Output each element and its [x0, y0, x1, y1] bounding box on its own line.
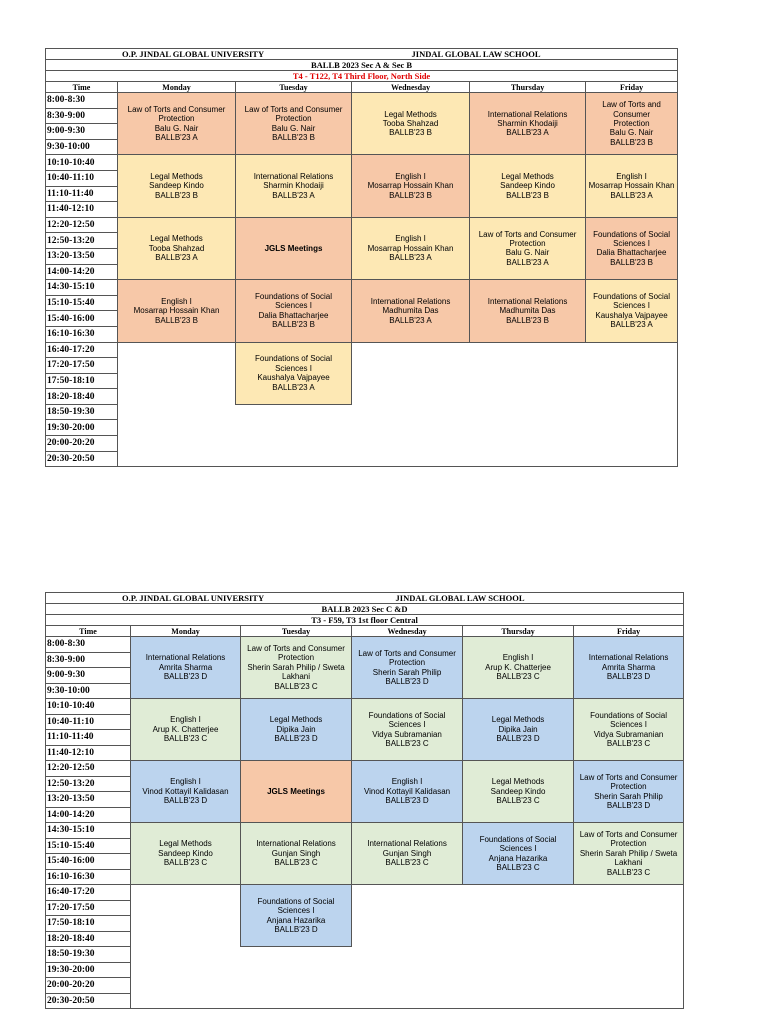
time-slot: 17:50-18:10 [46, 373, 118, 389]
school-name: JINDAL GLOBAL LAW SCHOOL [352, 49, 678, 60]
col-monday: Monday [118, 82, 236, 93]
col-friday: Friday [574, 626, 684, 637]
col-thursday: Thursday [463, 626, 574, 637]
empty-cell [241, 978, 352, 994]
time-slot: 8:00-8:30 [46, 93, 118, 109]
timetable-sec-c-d [45, 592, 684, 1009]
time-slot: 11:40-12:10 [46, 745, 131, 761]
time-slot: 13:20-13:50 [46, 248, 118, 264]
class-cell: International Relations Gunjan Singh BALLB'23 C [241, 823, 352, 885]
empty-cell [236, 451, 352, 467]
time-slot: 18:20-18:40 [46, 389, 118, 405]
time-slot: 11:40-12:10 [46, 202, 118, 218]
class-cell: Legal Methods Sandeep Kindo BALLB'23 C [463, 761, 574, 823]
class-cell: Law of Torts and Consumer Protection Sherin Sarah Philip / Sweta Lakhani BALLB'23 C [241, 637, 352, 699]
empty-cell [241, 947, 352, 963]
empty-cell [236, 404, 352, 420]
class-cell: Foundations of Social Sciences I Kaushalya Vajpayee BALLB'23 A [236, 342, 352, 404]
time-slot: 17:50-18:10 [46, 916, 131, 932]
time-slot: 18:50-19:30 [46, 404, 118, 420]
time-slot: 19:30-20:00 [46, 420, 118, 436]
time-slot: 15:40-16:00 [46, 311, 118, 327]
class-cell: Law of Torts and Consumer Protection Sherin Sarah Philip / Sweta Lakhani BALLB'23 C [574, 823, 684, 885]
time-slot: 9:00-9:30 [46, 668, 131, 684]
time-slot: 12:50-13:20 [46, 233, 118, 249]
class-cell: English I Arup K. Chatterjee BALLB'23 C [463, 637, 574, 699]
time-slot: 12:20-12:50 [46, 217, 118, 233]
class-cell: Legal Methods Dipika Jain BALLB'23 D [463, 699, 574, 761]
class-cell: Legal Methods Tooba Shahzad BALLB'23 A [118, 217, 236, 279]
time-slot: 10:40-11:10 [46, 714, 131, 730]
col-wednesday: Wednesday [352, 82, 470, 93]
class-cell: Law of Torts and Consumer Protection Balu G. Nair BALLB'23 B [586, 93, 678, 155]
time-slot: 16:40-17:20 [46, 885, 131, 901]
col-time: Time [46, 626, 131, 637]
class-cell: English I Mosarrap Hossain Khan BALLB'23 B [118, 280, 236, 342]
class-cell: Foundations of Social Sciences I Dalia Bhattacharjee BALLB'23 B [586, 217, 678, 279]
empty-cell [236, 436, 352, 452]
time-slot: 14:30-15:10 [46, 280, 118, 296]
class-cell: International Relations Gunjan Singh BALLB'23 C [352, 823, 463, 885]
col-tuesday: Tuesday [236, 82, 352, 93]
empty-cell [241, 993, 352, 1009]
time-slot: 17:20-17:50 [46, 358, 118, 374]
class-cell: Law of Torts and Consumer Protection Sherin Sarah Philip BALLB'23 D [574, 761, 684, 823]
time-slot: 10:40-11:10 [46, 170, 118, 186]
program-title: BALLB 2023 Sec C &D [46, 604, 684, 615]
time-slot: 16:10-16:30 [46, 869, 131, 885]
class-cell: Law of Torts and Consumer Protection Balu G. Nair BALLB'23 A [118, 93, 236, 155]
empty-cell [241, 962, 352, 978]
class-cell: Law of Torts and Consumer Protection Sherin Sarah Philip BALLB'23 D [352, 637, 463, 699]
time-slot: 9:30-10:00 [46, 139, 118, 155]
time-slot: 11:10-11:40 [46, 186, 118, 202]
class-cell: English I Mosarrap Hossain Khan BALLB'23 A [352, 217, 470, 279]
class-cell: English I Mosarrap Hossain Khan BALLB'23 A [586, 155, 678, 217]
class-cell: International Relations Amrita Sharma BALLB'23 D [574, 637, 684, 699]
time-slot: 13:20-13:50 [46, 792, 131, 808]
time-slot: 16:10-16:30 [46, 326, 118, 342]
class-cell: Foundations of Social Sciences I Vidya Subramanian BALLB'23 C [574, 699, 684, 761]
empty-cell [236, 420, 352, 436]
time-slot: 8:30-9:00 [46, 108, 118, 124]
program-title: BALLB 2023 Sec A & Sec B [46, 60, 678, 71]
class-cell: Legal Methods Sandeep Kindo BALLB'23 B [118, 155, 236, 217]
time-slot: 14:00-14:20 [46, 264, 118, 280]
jgls-meetings-cell: JGLS Meetings [236, 217, 352, 279]
time-slot: 18:20-18:40 [46, 931, 131, 947]
class-cell: Legal Methods Tooba Shahzad BALLB'23 B [352, 93, 470, 155]
class-cell: Foundations of Social Sciences I Dalia Bhattacharjee BALLB'23 B [236, 280, 352, 342]
class-cell: Legal Methods Sandeep Kindo BALLB'23 B [470, 155, 586, 217]
class-cell: Law of Torts and Consumer Protection Balu G. Nair BALLB'23 A [470, 217, 586, 279]
time-slot: 17:20-17:50 [46, 900, 131, 916]
class-cell: English I Arup K. Chatterjee BALLB'23 C [131, 699, 241, 761]
time-slot: 20:00-20:20 [46, 978, 131, 994]
university-name: O.P. JINDAL GLOBAL UNIVERSITY [46, 49, 352, 60]
school-name: JINDAL GLOBAL LAW SCHOOL [352, 593, 684, 604]
class-cell: Legal Methods Sandeep Kindo BALLB'23 C [131, 823, 241, 885]
class-cell: English I Mosarrap Hossain Khan BALLB'23 B [352, 155, 470, 217]
class-cell: Law of Torts and Consumer Protection Balu G. Nair BALLB'23 B [236, 93, 352, 155]
time-slot: 12:50-13:20 [46, 776, 131, 792]
time-slot: 11:10-11:40 [46, 730, 131, 746]
class-cell: Legal Methods Dipika Jain BALLB'23 D [241, 699, 352, 761]
col-tuesday: Tuesday [241, 626, 352, 637]
venue-line: T4 - T122, T4 Third Floor, North Side [46, 71, 678, 82]
empty-cell [118, 342, 236, 467]
class-cell: Foundations of Social Sciences I Anjana Hazarika BALLB'23 C [463, 823, 574, 885]
col-thursday: Thursday [470, 82, 586, 93]
time-slot: 9:30-10:00 [46, 683, 131, 699]
class-cell: International Relations Sharmin Khodaiji BALLB'23 A [236, 155, 352, 217]
time-slot: 12:20-12:50 [46, 761, 131, 777]
class-cell: English I Vinod Kottayil Kalidasan BALLB'23 D [352, 761, 463, 823]
time-slot: 8:00-8:30 [46, 637, 131, 653]
empty-cell [352, 885, 684, 1009]
time-slot: 14:30-15:10 [46, 823, 131, 839]
col-wednesday: Wednesday [352, 626, 463, 637]
time-slot: 20:30-20:50 [46, 993, 131, 1009]
time-slot: 15:10-15:40 [46, 295, 118, 311]
class-cell: Foundations of Social Sciences I Kaushalya Vajpayee BALLB'23 A [586, 280, 678, 342]
time-slot: 20:00-20:20 [46, 436, 118, 452]
class-cell: Foundations of Social Sciences I Anjana Hazarika BALLB'23 D [241, 885, 352, 947]
time-slot: 16:40-17:20 [46, 342, 118, 358]
empty-cell [352, 342, 678, 467]
class-cell: Foundations of Social Sciences I Vidya Subramanian BALLB'23 C [352, 699, 463, 761]
time-slot: 9:00-9:30 [46, 124, 118, 140]
col-friday: Friday [586, 82, 678, 93]
time-slot: 8:30-9:00 [46, 652, 131, 668]
class-cell: English I Vinod Kottayil Kalidasan BALLB'23 D [131, 761, 241, 823]
time-slot: 10:10-10:40 [46, 699, 131, 715]
time-slot: 15:10-15:40 [46, 838, 131, 854]
col-time: Time [46, 82, 118, 93]
class-cell: International Relations Amrita Sharma BALLB'23 D [131, 637, 241, 699]
jgls-meetings-cell: JGLS Meetings [241, 761, 352, 823]
class-cell: International Relations Sharmin Khodaiji BALLB'23 A [470, 93, 586, 155]
time-slot: 15:40-16:00 [46, 854, 131, 870]
time-slot: 20:30-20:50 [46, 451, 118, 467]
venue-line: T3 - F59, T3 1st floor Central [46, 615, 684, 626]
class-cell: International Relations Madhumita Das BALLB'23 A [352, 280, 470, 342]
col-monday: Monday [131, 626, 241, 637]
time-slot: 18:50-19:30 [46, 947, 131, 963]
empty-cell [131, 885, 241, 1009]
timetable-sec-a-b [45, 48, 678, 467]
time-slot: 10:10-10:40 [46, 155, 118, 171]
university-name: O.P. JINDAL GLOBAL UNIVERSITY [46, 593, 352, 604]
time-slot: 14:00-14:20 [46, 807, 131, 823]
time-slot: 19:30-20:00 [46, 962, 131, 978]
class-cell: International Relations Madhumita Das BALLB'23 B [470, 280, 586, 342]
